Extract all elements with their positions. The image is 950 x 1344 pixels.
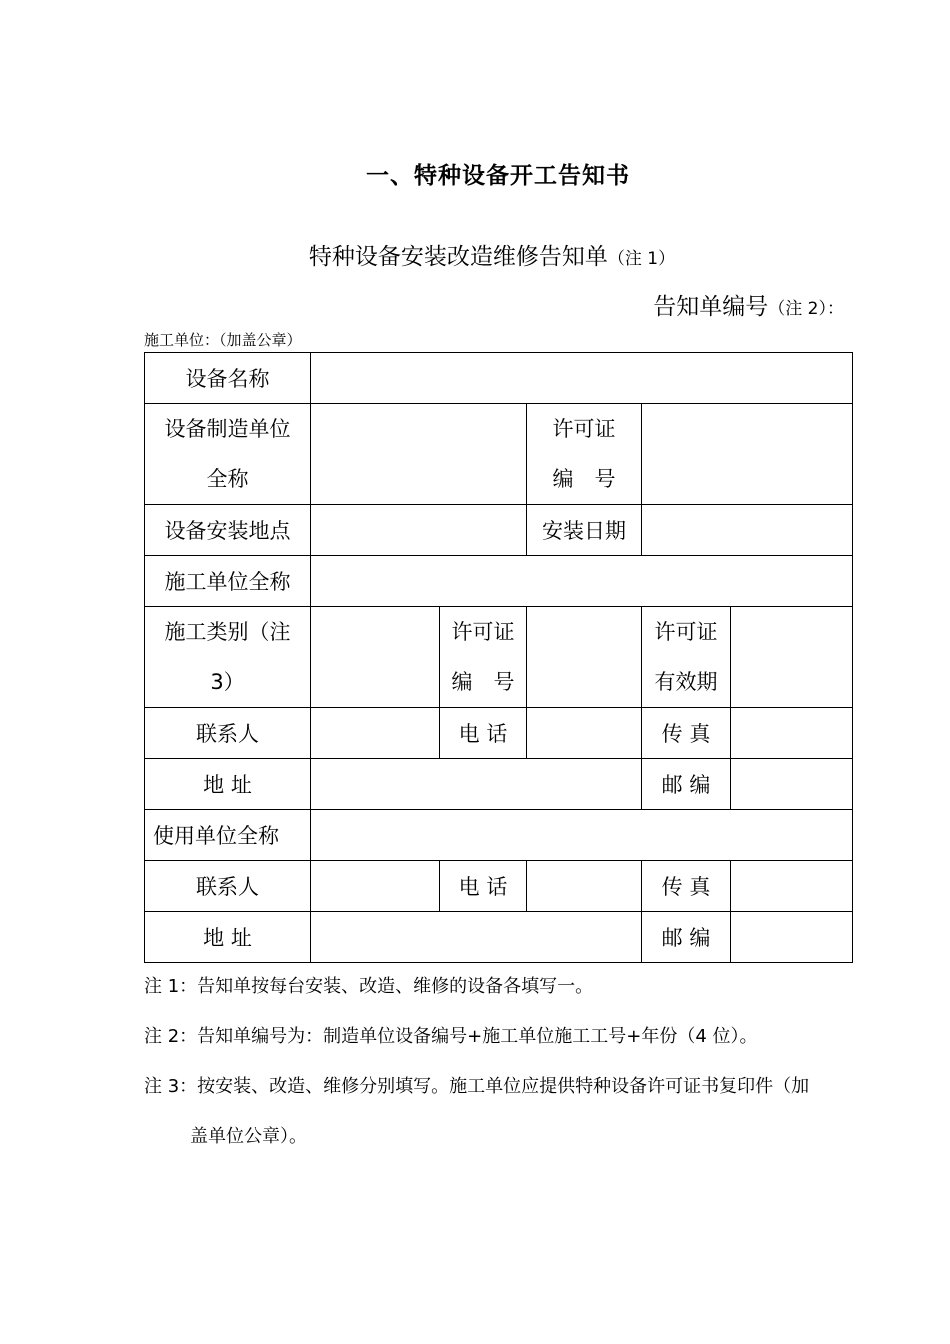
row-construction-type bbox=[145, 607, 853, 708]
row-user-unit bbox=[145, 810, 853, 861]
label-license-validity bbox=[642, 607, 731, 708]
label-address: 地 址 bbox=[145, 759, 311, 810]
notification-form-table bbox=[144, 352, 853, 963]
value-install-location[interactable] bbox=[311, 505, 527, 556]
form-number-note: （注 2）： bbox=[768, 299, 844, 319]
label-contact: 联系人 bbox=[145, 861, 311, 912]
label-construction-type-line2: 3） bbox=[210, 670, 245, 694]
value-construction-address[interactable] bbox=[311, 759, 642, 810]
row-manufacturer bbox=[145, 404, 853, 505]
form-title bbox=[0, 238, 950, 271]
form-number-label: 告知单编号 bbox=[653, 294, 769, 320]
row-user-address bbox=[145, 912, 853, 963]
form-title-note: （注 1） bbox=[607, 249, 676, 269]
label-address: 地 址 bbox=[145, 912, 311, 963]
form-number bbox=[653, 288, 844, 321]
value-construction-type[interactable] bbox=[311, 607, 440, 708]
label-phone: 电 话 bbox=[440, 861, 527, 912]
label-license-line1: 许可证 bbox=[552, 417, 616, 441]
label-license-line2: 编 号 bbox=[552, 467, 616, 491]
label-install-location: 设备安装地点 bbox=[145, 505, 311, 556]
value-user-phone[interactable] bbox=[527, 861, 642, 912]
note-1: 注 1：告知单按每台安装、改造、维修的设备各填写一。 bbox=[144, 976, 594, 997]
value-user-contact[interactable] bbox=[311, 861, 440, 912]
value-install-date[interactable] bbox=[642, 505, 853, 556]
row-equipment-name bbox=[145, 353, 853, 404]
label-license-line1: 许可证 bbox=[451, 620, 515, 644]
value-user-postcode[interactable] bbox=[731, 912, 853, 963]
label-license-line2: 编 号 bbox=[451, 670, 515, 694]
label-construction-license bbox=[440, 607, 527, 708]
label-manufacturer bbox=[145, 404, 311, 505]
row-construction-contact bbox=[145, 708, 853, 759]
label-manufacturer-line1: 设备制造单位 bbox=[164, 417, 291, 441]
label-validity-line1: 许可证 bbox=[654, 620, 718, 644]
label-user-unit: 使用单位全称 bbox=[145, 810, 311, 861]
value-equipment-name[interactable] bbox=[311, 353, 853, 404]
value-manufacturer-license[interactable] bbox=[642, 404, 853, 505]
form-title-text: 特种设备安装改造维修告知单 bbox=[308, 244, 608, 270]
construction-unit-seal-label: 施工单位：（加盖公章） bbox=[144, 331, 302, 349]
label-construction-type-line1: 施工类别（注 bbox=[164, 620, 291, 644]
note-3-continuation: 盖单位公章）。 bbox=[190, 1126, 307, 1147]
row-install-location bbox=[145, 505, 853, 556]
label-phone: 电 话 bbox=[440, 708, 527, 759]
value-user-address[interactable] bbox=[311, 912, 642, 963]
label-postcode: 邮 编 bbox=[642, 912, 731, 963]
value-construction-unit[interactable] bbox=[311, 556, 853, 607]
row-user-contact bbox=[145, 861, 853, 912]
value-license-validity[interactable] bbox=[731, 607, 853, 708]
label-contact: 联系人 bbox=[145, 708, 311, 759]
label-validity-line2: 有效期 bbox=[654, 670, 718, 694]
label-construction-unit: 施工单位全称 bbox=[145, 556, 311, 607]
value-construction-license[interactable] bbox=[527, 607, 642, 708]
label-fax: 传 真 bbox=[642, 861, 731, 912]
value-construction-phone[interactable] bbox=[527, 708, 642, 759]
label-fax: 传 真 bbox=[642, 708, 731, 759]
value-manufacturer[interactable] bbox=[311, 404, 527, 505]
note-3: 注 3：按安装、改造、维修分别填写。施工单位应提供特种设备许可证书复印件（加 bbox=[144, 1076, 810, 1097]
label-equipment-name: 设备名称 bbox=[145, 353, 311, 404]
row-construction-unit bbox=[145, 556, 853, 607]
value-construction-fax[interactable] bbox=[731, 708, 853, 759]
row-construction-address bbox=[145, 759, 853, 810]
label-manufacturer-license bbox=[527, 404, 642, 505]
label-install-date: 安装日期 bbox=[527, 505, 642, 556]
value-construction-contact[interactable] bbox=[311, 708, 440, 759]
label-postcode: 邮 编 bbox=[642, 759, 731, 810]
value-user-fax[interactable] bbox=[731, 861, 853, 912]
document-heading: 一、特种设备开工告知书 bbox=[366, 163, 630, 189]
label-construction-type bbox=[145, 607, 311, 708]
value-construction-postcode[interactable] bbox=[731, 759, 853, 810]
value-user-unit[interactable] bbox=[311, 810, 853, 861]
note-2: 注 2：告知单编号为：制造单位设备编号+施工单位施工工号+年份（4 位）。 bbox=[144, 1026, 758, 1047]
label-manufacturer-line2: 全称 bbox=[206, 467, 249, 491]
